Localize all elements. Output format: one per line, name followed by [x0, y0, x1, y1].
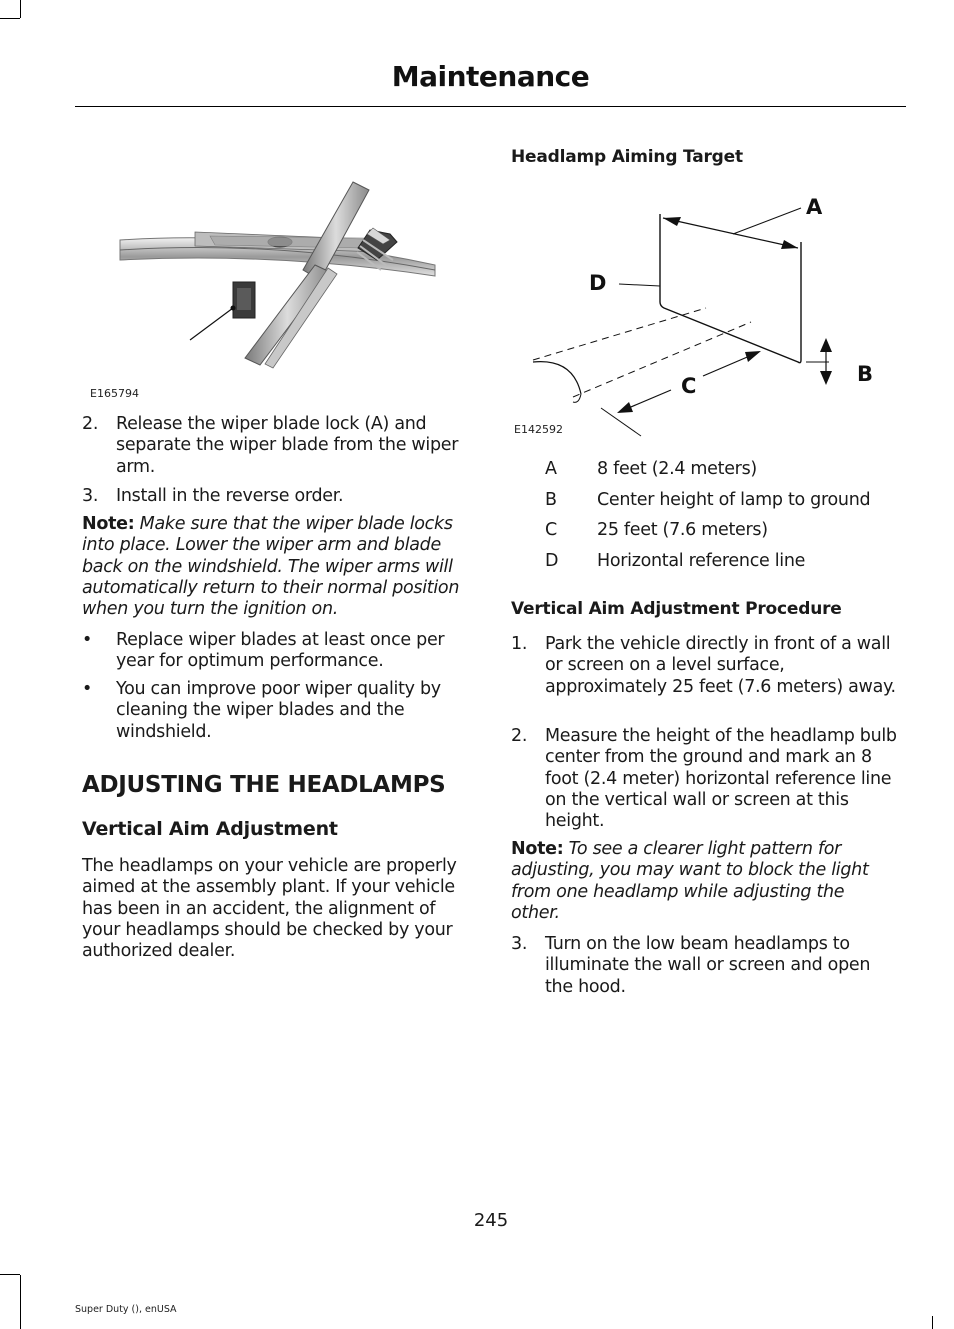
footer-text: Super Duty (), enUSA [75, 1304, 177, 1315]
legend-text: Center height of lamp to ground [597, 490, 871, 510]
wiper-blade-illustration [115, 170, 445, 370]
page-title: Maintenance [391, 60, 590, 93]
legend-item [545, 520, 768, 540]
list-item [82, 414, 472, 478]
legend-text: 25 feet (7.6 meters) [597, 520, 768, 540]
legend-key: B [545, 490, 557, 510]
legend-item [545, 490, 870, 510]
page-number: 245 [473, 1210, 509, 1231]
step-text: Turn on the low beam headlamps to illuminate the wall or screen and open the hood. [545, 934, 871, 997]
list-item [82, 679, 474, 743]
subsection-title: Vertical Aim Adjustment [82, 818, 338, 840]
crop-mark [0, 1274, 20, 1275]
callout-c: C [681, 374, 697, 398]
paragraph: The headlamps on your vehicle are properly aimed at the assembly plant. If your vehicle has been in an accident, the alignment of your headlamps should be checked by your authorized dealer. [82, 856, 457, 962]
legend-item [545, 551, 805, 571]
legend-key: C [545, 520, 557, 540]
legend-text: Horizontal reference line [597, 551, 806, 571]
callout-b: B [857, 362, 874, 386]
list-item [511, 934, 903, 998]
step-number: 2. [511, 726, 528, 746]
list-item [511, 634, 903, 698]
crop-mark [932, 1316, 933, 1329]
callout-a: A [806, 195, 823, 219]
figure-code-headlamp: E142592 [514, 423, 563, 436]
section-title: ADJUSTING THE HEADLAMPS [82, 772, 446, 798]
step-number: 3. [82, 486, 99, 506]
note-headlamp [511, 839, 896, 924]
crop-mark [0, 18, 20, 19]
bullet-mark: • [82, 630, 93, 650]
bullet-text: Replace wiper blades at least once per year for optimum performance. [116, 630, 445, 672]
crop-mark [20, 1275, 21, 1329]
headlamp-aiming-diagram [511, 190, 891, 440]
step-text: Measure the height of the headlamp bulb center from the ground and mark an 8 foot (2.4 meter) horizontal reference line on the vertical wall or screen at this height. [545, 726, 897, 832]
legend-key: D [545, 551, 559, 571]
step-number: 3. [511, 934, 528, 954]
list-item [82, 486, 472, 507]
step-number: 1. [511, 634, 528, 654]
note-text: To see a clearer light pattern for adjusting, you may want to block the light from one headlamp while adjusting the other. [511, 839, 869, 923]
legend-text: 8 feet (2.4 meters) [597, 459, 757, 479]
figure-title: Headlamp Aiming Target [511, 147, 743, 167]
step-text: Release the wiper blade lock (A) and separate the wiper blade from the wiper arm. [116, 414, 459, 477]
header-divider [75, 106, 906, 107]
step-text: Park the vehicle directly in front of a wall or screen on a level surface, approximately 25 feet (7.6 meters) away. [545, 634, 896, 697]
legend-item [545, 459, 757, 479]
procedure-title: Vertical Aim Adjustment Procedure [511, 599, 842, 619]
list-item [511, 726, 903, 832]
legend-key: A [545, 459, 557, 479]
figure-code-wiper: E165794 [90, 387, 139, 400]
step-text: Install in the reverse order. [116, 486, 344, 506]
note-label: Note: [82, 514, 135, 534]
callout-d: D [589, 271, 607, 295]
step-number: 2. [82, 414, 99, 434]
note-wiper [82, 514, 474, 620]
note-label: Note: [511, 839, 564, 859]
bullet-text: You can improve poor wiper quality by cleaning the wiper blades and the windshield. [116, 679, 441, 742]
note-text: Make sure that the wiper blade locks into place. Lower the wiper arm and blade back on the windshield. The wiper arms will automatically return to their normal position when you turn the ignition on. [82, 514, 460, 620]
list-item [82, 630, 474, 673]
crop-mark [20, 0, 21, 18]
bullet-mark: • [82, 679, 93, 699]
